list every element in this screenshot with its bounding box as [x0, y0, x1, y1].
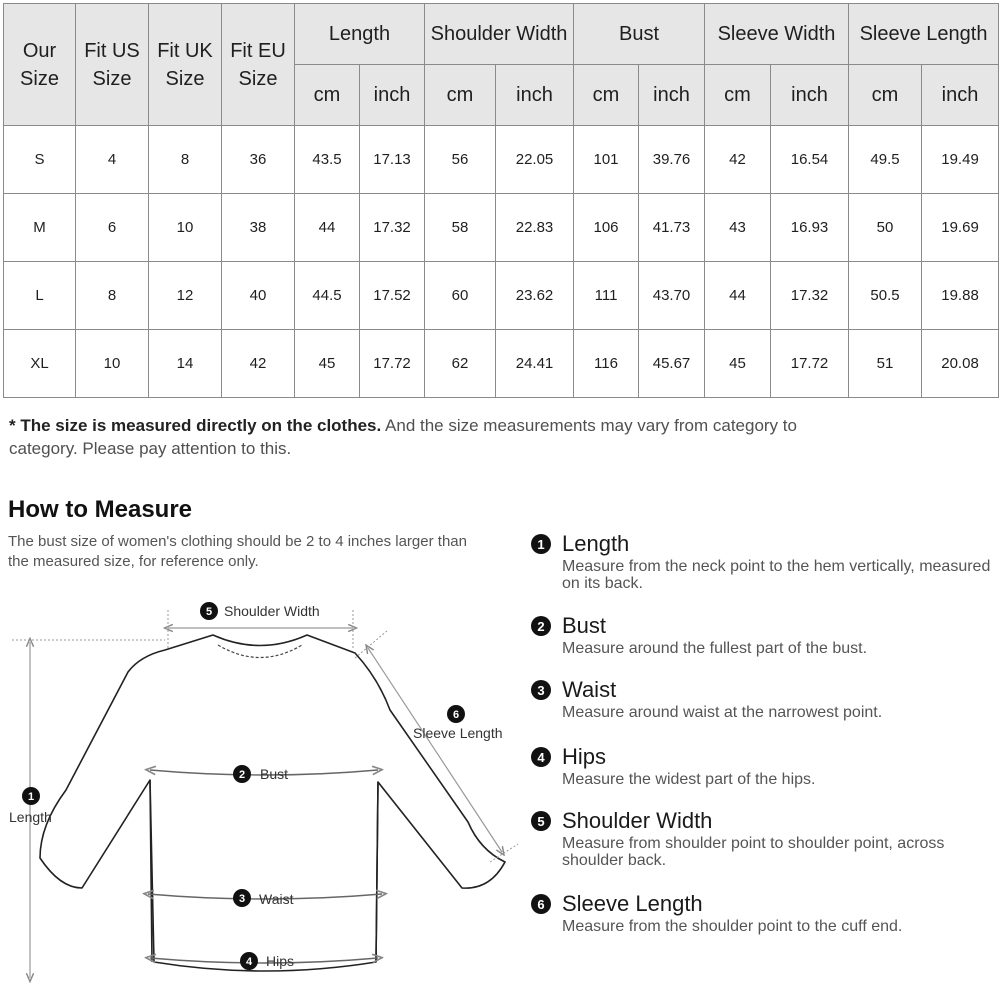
- table-cell: 111: [574, 262, 639, 330]
- hips-marker: [150, 952, 378, 970]
- table-cell: 43.70: [639, 262, 705, 330]
- table-cell: 106: [574, 194, 639, 262]
- table-cell: 56: [425, 126, 496, 194]
- legend-number: 4: [531, 747, 551, 767]
- table-cell: 10: [76, 330, 149, 398]
- table-cell: 43: [705, 194, 771, 262]
- table-cell: 19.69: [922, 194, 999, 262]
- table-cell: 8: [149, 126, 222, 194]
- legend-description: Measure from shoulder point to shoulder point, across shoulder back.: [562, 835, 945, 869]
- table-cell: 17.72: [360, 330, 425, 398]
- unit-header: cm: [425, 65, 496, 126]
- legend-description: Measure from the neck point to the hem vertically, measured on its back.: [562, 558, 991, 592]
- legend-title: Shoulder Width: [562, 808, 713, 833]
- waist-marker: [148, 889, 382, 907]
- header-length: Length: [295, 4, 425, 65]
- legend-item-length: [531, 531, 996, 592]
- diagram-num-sleeve: 6: [452, 709, 460, 721]
- legend-description: Measure the widest part of the hips.: [562, 771, 816, 788]
- table-cell: 45: [705, 330, 771, 398]
- table-cell: 17.32: [771, 262, 849, 330]
- bust-marker: [150, 765, 378, 783]
- table-cell: 40: [222, 262, 295, 330]
- legend-item-bust: [531, 613, 996, 657]
- diagram-num-bust: 2: [238, 769, 246, 781]
- table-cell: L: [4, 262, 76, 330]
- size-note-rest: And the size measurements may vary from category to category. Please pay attention to this.: [9, 416, 797, 458]
- table-cell: 41.73: [639, 194, 705, 262]
- legend-number: 5: [531, 811, 551, 831]
- table-cell: 20.08: [922, 330, 999, 398]
- legend-title: Waist: [562, 677, 617, 702]
- shirt-outline: [40, 635, 505, 971]
- unit-header: inch: [496, 65, 574, 126]
- size-chart-table: [3, 3, 999, 398]
- unit-header: cm: [574, 65, 639, 126]
- table-cell: 4: [76, 126, 149, 194]
- legend-item-waist: [531, 677, 996, 721]
- legend-item-shoulder-width: [531, 808, 996, 869]
- diagram-label-hips: Hips: [266, 953, 295, 969]
- unit-header: inch: [639, 65, 705, 126]
- table-cell: 23.62: [496, 262, 574, 330]
- table-cell: 50.5: [849, 262, 922, 330]
- table-cell: 42: [705, 126, 771, 194]
- table-row: [4, 126, 999, 194]
- unit-header: inch: [771, 65, 849, 126]
- unit-header: inch: [922, 65, 999, 126]
- table-cell: XL: [4, 330, 76, 398]
- legend-number: 2: [531, 616, 551, 636]
- table-row: [4, 194, 999, 262]
- table-cell: S: [4, 126, 76, 194]
- unit-header: cm: [295, 65, 360, 126]
- table-cell: 16.54: [771, 126, 849, 194]
- table-body: [4, 126, 999, 398]
- table-cell: 60: [425, 262, 496, 330]
- table-cell: 36: [222, 126, 295, 194]
- length-marker: [9, 640, 165, 978]
- sleeve-length-marker: [355, 630, 518, 862]
- shirt-measure-diagram: [0, 590, 520, 984]
- table-cell: 116: [574, 330, 639, 398]
- header-bust: Bust: [574, 4, 705, 65]
- header-sleeve-length: Sleeve Length: [849, 4, 999, 65]
- diagram-label-waist: Waist: [259, 891, 294, 907]
- diagram-num-length: 1: [27, 791, 35, 803]
- diagram-num-hips: 4: [245, 956, 253, 968]
- legend-description: Measure around waist at the narrowest point.: [562, 704, 883, 721]
- table-cell: 38: [222, 194, 295, 262]
- table-cell: 50: [849, 194, 922, 262]
- table-cell: 19.49: [922, 126, 999, 194]
- diagram-label-length: Length: [9, 809, 52, 825]
- table-cell: 12: [149, 262, 222, 330]
- legend-number: 3: [531, 680, 551, 700]
- table-cell: 24.41: [496, 330, 574, 398]
- table-cell: 10: [149, 194, 222, 262]
- header-fit-eu: Fit EU Size: [222, 4, 295, 126]
- table-cell: 16.93: [771, 194, 849, 262]
- table-cell: 45.67: [639, 330, 705, 398]
- how-to-measure-title: How to Measure: [8, 496, 193, 523]
- legend-number: 6: [531, 894, 551, 914]
- size-note-bold: * The size is measured directly on the clothes.: [9, 416, 382, 435]
- diagram-label-bust: Bust: [260, 766, 289, 782]
- header-fit-uk: Fit UK Size: [149, 4, 222, 126]
- table-cell: 44: [705, 262, 771, 330]
- table-cell: 42: [222, 330, 295, 398]
- table-cell: 17.72: [771, 330, 849, 398]
- legend-description: Measure around the fullest part of the bust.: [562, 640, 868, 657]
- legend-item-sleeve-length: [531, 891, 996, 935]
- legend-title: Bust: [562, 613, 607, 638]
- legend-item-hips: [531, 744, 996, 788]
- header-our-size: Our Size: [4, 4, 76, 126]
- header-fit-us: Fit US Size: [76, 4, 149, 126]
- table-row: [4, 262, 999, 330]
- table-header-row: [4, 4, 999, 65]
- table-cell: 17.32: [360, 194, 425, 262]
- table-cell: 8: [76, 262, 149, 330]
- table-cell: 51: [849, 330, 922, 398]
- table-cell: 22.83: [496, 194, 574, 262]
- header-shoulder-width: Shoulder Width: [425, 4, 574, 65]
- table-cell: 45: [295, 330, 360, 398]
- legend-title: Length: [562, 531, 630, 556]
- table-cell: 17.13: [360, 126, 425, 194]
- header-sleeve-width: Sleeve Width: [705, 4, 849, 65]
- table-cell: 44.5: [295, 262, 360, 330]
- legend-title: Sleeve Length: [562, 891, 703, 916]
- diagram-num-shoulder: 5: [205, 606, 213, 618]
- table-cell: 62: [425, 330, 496, 398]
- legend-number: 1: [531, 534, 551, 554]
- unit-header: cm: [705, 65, 771, 126]
- table-cell: 101: [574, 126, 639, 194]
- table-cell: 19.88: [922, 262, 999, 330]
- table-cell: 49.5: [849, 126, 922, 194]
- legend-description: Measure from the shoulder point to the cuff end.: [562, 918, 903, 935]
- how-to-measure-description: The bust size of women's clothing should be 2 to 4 inches larger than the measured size, for reference only.: [8, 533, 467, 570]
- table-cell: 14: [149, 330, 222, 398]
- diagram-label-shoulder: Shoulder Width: [224, 603, 320, 619]
- size-note: [9, 414, 809, 460]
- table-cell: 44: [295, 194, 360, 262]
- diagram-label-sleeve: Sleeve Length: [413, 725, 503, 741]
- table-cell: 43.5: [295, 126, 360, 194]
- diagram-num-waist: 3: [238, 893, 246, 905]
- table-cell: 39.76: [639, 126, 705, 194]
- table-cell: M: [4, 194, 76, 262]
- table-cell: 6: [76, 194, 149, 262]
- table-cell: 17.52: [360, 262, 425, 330]
- unit-header: inch: [360, 65, 425, 126]
- legend-title: Hips: [562, 744, 607, 769]
- unit-header: cm: [849, 65, 922, 126]
- table-row: [4, 330, 999, 398]
- table-cell: 22.05: [496, 126, 574, 194]
- table-cell: 58: [425, 194, 496, 262]
